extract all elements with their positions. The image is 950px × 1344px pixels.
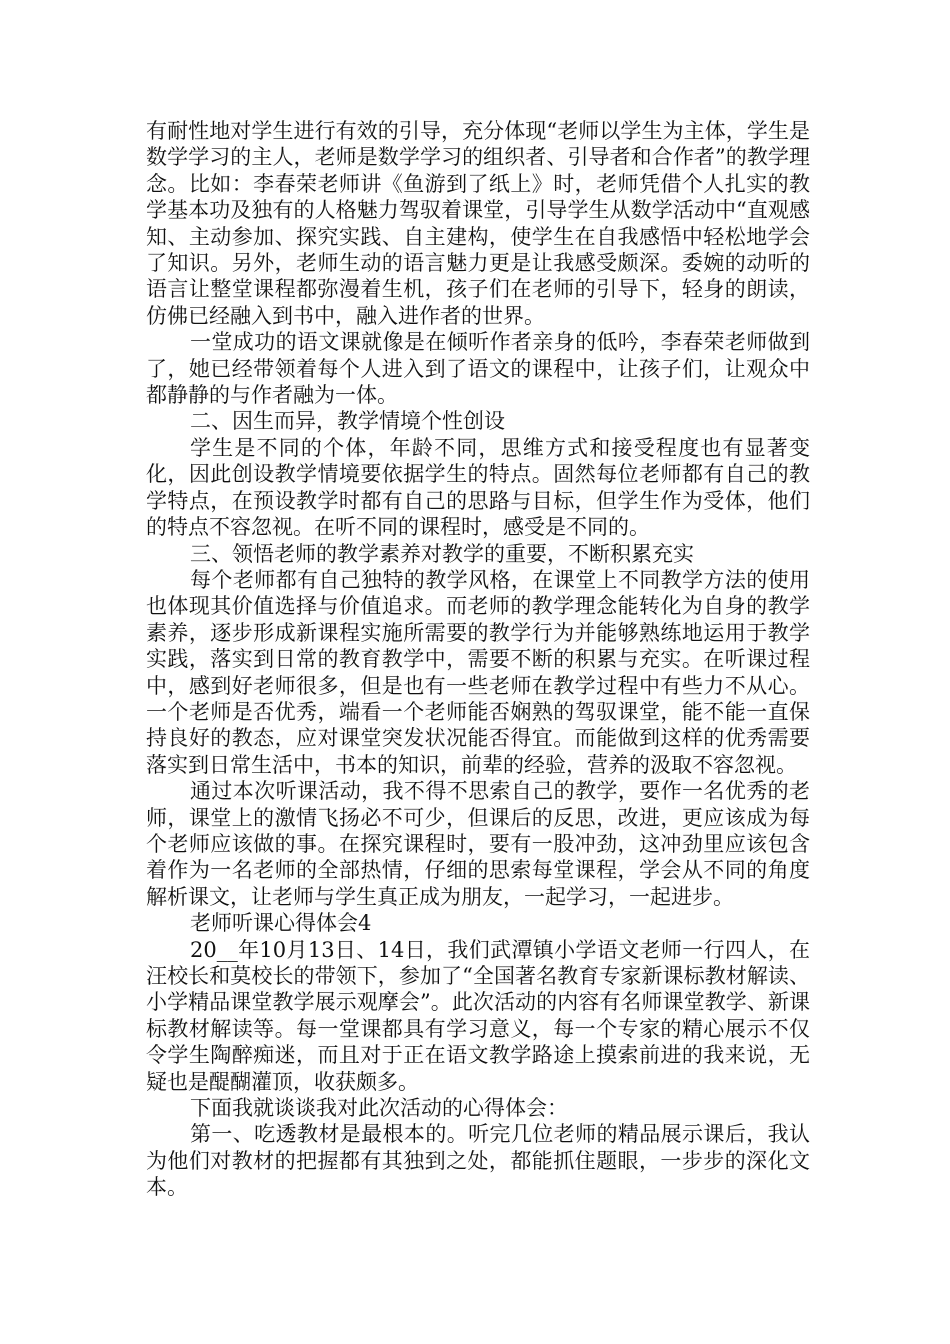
paragraph: 学生是不同的个体，年龄不同，思维方式和接受程度也有显著变化，因此创设教学情境要依据学生的特点。固然每位老师都有自己的教学特点，在预设教学时都有自己的思路与目标，但学生作为受体，他们的特点不容忽视。在听不同的课程时，感受是不同的。 [146, 435, 810, 540]
section-heading: 二、因生而异，教学情境个性创设 [190, 409, 505, 434]
paragraph: 第一、吃透教材是最根本的。听完几位老师的精品展示课后，我认为他们对教材的把握都有其独到之处，都能抓住题眼，一步步的深化文本。 [146, 1122, 810, 1200]
paragraph: 每个老师都有自己独特的教学风格，在课堂上不同教学方法的使用也体现其价值选择与价值追求。而老师的教学理念能转化为自身的教学素养，逐步形成新课程实施所需要的教学行为并能够熟练地运用于教学实践，落实到日常的教育教学中，需要不断的积累与充实。在听课过程中，感到好老师很多，但是也有一些老师在教学过程中有些力不从心。一个老师是否优秀，端看一个老师能否娴熟的驾驭课堂，能不能一直保持良好的教态，应对课堂突发状况能否得宜。而能做到这样的优秀需要落实到日常生活中，书本的知识，前辈的经验，营养的汲取不容忽视。 [146, 567, 810, 777]
article-title: 老师听课心得体会4 [190, 911, 372, 936]
document-body [146, 118, 810, 1201]
paragraph-continuation: 有耐性地对学生进行有效的引导，充分体现“老师以学生为主体，学生是数学学习的主人，老师是数学学习的组织者、引导者和合作者”的教学理念。比如：李春荣老师讲《鱼游到了纸上》时，老师凭借个人扎实的教学基本功及独有的人格魅力驾驭着课堂，引导学生从数学活动中“直观感知、主动参加、探究实践、自主建构，使学生在自我感悟中轻松地学会了知识。另外，老师生动的语言魅力更是让我感受颇深。委婉的动听的语言让整堂课程都弥漫着生机，孩子们在老师的引导下，轻身的朗读，仿佛已经融入到书中，融入进作者的世界。 [146, 119, 810, 328]
paragraph: 下面我就谈谈我对此次活动的心得体会： [190, 1096, 568, 1121]
section-heading: 三、领悟老师的教学素养对教学的重要，不断积累充实 [190, 541, 694, 566]
paragraph: 20__年10月13日、14日，我们武潭镇小学语文老师一行四人，在汪校长和莫校长的带领下，参加了“全国著名教育专家新课标教材解读、小学精品课堂教学展示观摩会”。此次活动的内容有名师课堂教学、新课标教材解读等。每一堂课都具有学习意义，每一个专家的精心展示不仅令学生陶醉痴迷，而且对于正在语文教学路途上摸索前进的我来说，无疑也是醍醐灌顶，收获颇多。 [146, 937, 810, 1094]
paragraph: 一堂成功的语文课就像是在倾听作者亲身的低吟，李春荣老师做到了，她已经带领着每个人进入到了语文的课程中，让孩子们，让观众中都静静的与作者融为一体。 [146, 330, 810, 408]
paragraph: 通过本次听课活动，我不得不思索自己的教学，要作一名优秀的老师，课堂上的激情飞扬必不可少，但课后的反思，改进，更应该成为每个老师应该做的事。在探究课程时，要有一股冲劲，这冲劲里应该包含着作为一名老师的全部热情，仔细的思索每堂课程，学会从不同的角度解析课文，让老师与学生真正成为朋友，一起学习，一起进步。 [146, 779, 810, 909]
